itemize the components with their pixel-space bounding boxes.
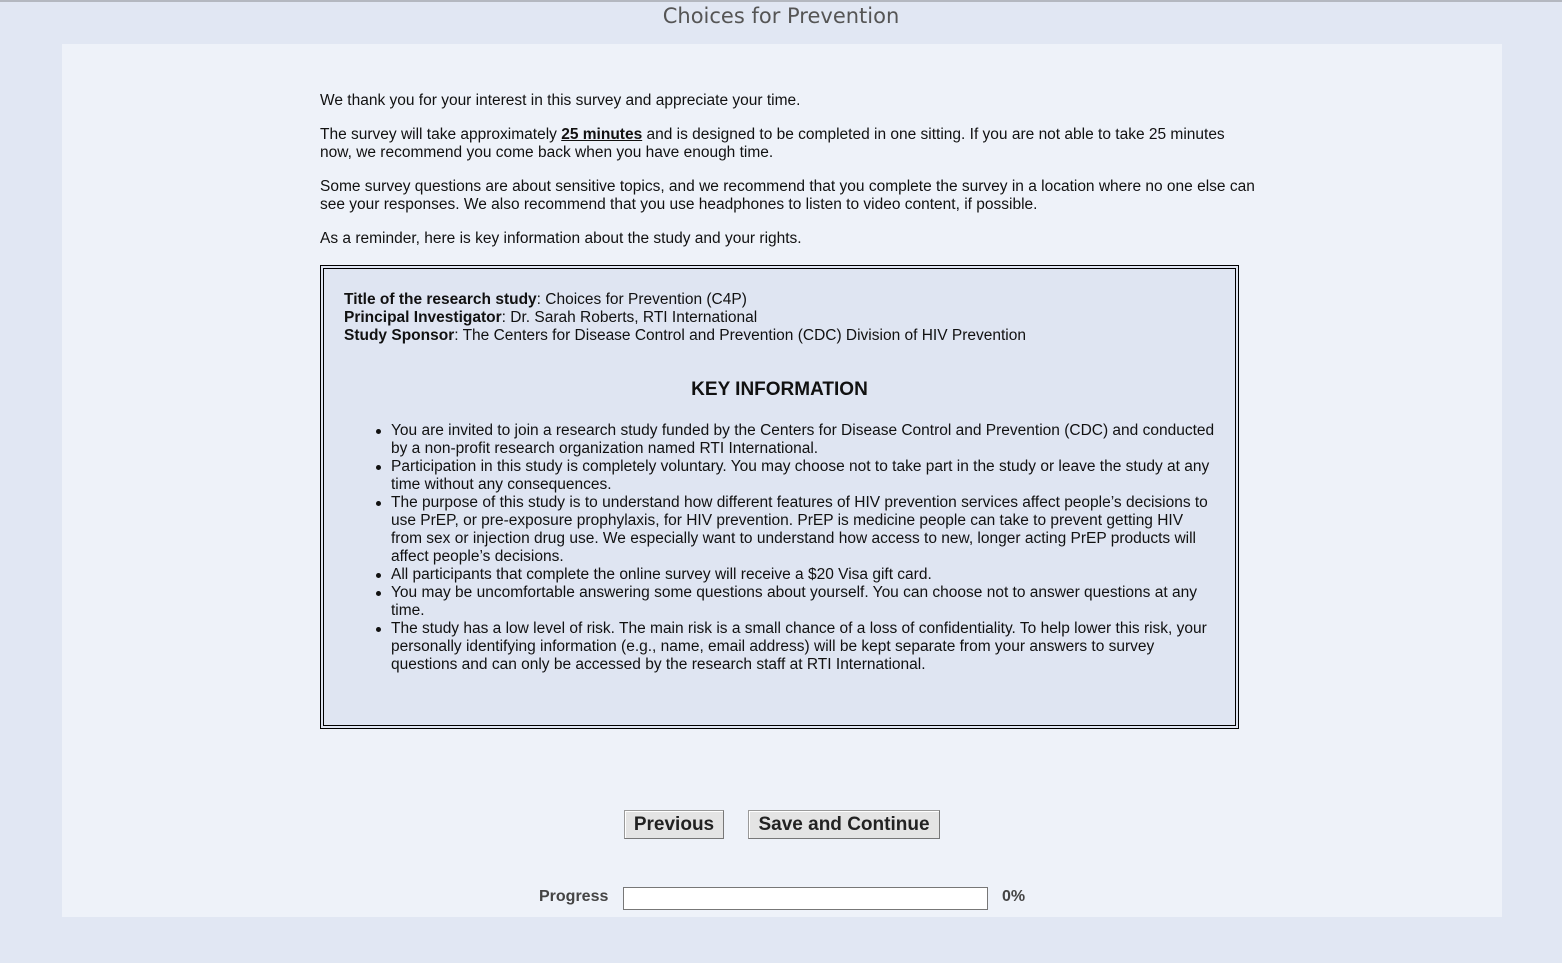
list-item: All participants that complete the online survey will receive a $20 Visa gift card. xyxy=(391,566,1217,584)
progress-percent: 0% xyxy=(1002,888,1026,905)
duration-emphasis: 25 minutes xyxy=(561,126,643,143)
duration-text-before: The survey will take approximately xyxy=(320,126,562,143)
intro-paragraph-duration xyxy=(320,126,1260,162)
progress-label: Progress xyxy=(539,888,609,905)
intro-paragraph-reminder: As a reminder, here is key information about the study and your rights. xyxy=(320,230,802,247)
principal-investigator-line xyxy=(344,309,1026,327)
intro-text xyxy=(320,92,1260,264)
previous-button[interactable]: Previous xyxy=(624,810,724,839)
progress-bar xyxy=(623,887,988,910)
duration-text-after: and is designed to be completed in one sitting. If you are not able to take 25 minutes now, we recommend you come back when you have enough time. xyxy=(320,126,1225,161)
intro-paragraph-sensitive: Some survey questions are about sensitive topics, and we recommend that you complete the survey in a location where no one else can see your responses. We also recommend that you use headphones to listen to video content, if possible. xyxy=(320,178,1255,213)
study-title-line xyxy=(344,291,1026,309)
study-sponsor-label: Study Sponsor xyxy=(344,327,455,344)
key-information-box xyxy=(320,265,1239,729)
list-item: The purpose of this study is to understand how different features of HIV prevention services affect people’s decisions to use PrEP, or pre-exposure prophylaxis, for HIV prevention. PrEP is medicine people can take to prevent getting HIV from sex or injection drug use. We especially want to understand how access to new, longer acting PrEP products will affect people’s decisions. xyxy=(391,494,1217,566)
survey-panel xyxy=(62,44,1502,917)
list-item: You may be uncomfortable answering some questions about yourself. You can choose not to answer questions at any time. xyxy=(391,584,1217,620)
save-and-continue-button[interactable]: Save and Continue xyxy=(748,810,940,839)
list-item: Participation in this study is completely voluntary. You may choose not to take part in the study or leave the study at any time without any consequences. xyxy=(391,458,1217,494)
study-sponsor-line xyxy=(344,327,1026,345)
study-title-label: Title of the research study xyxy=(344,291,537,308)
key-information-list xyxy=(391,422,1217,674)
list-item: You are invited to join a research study funded by the Centers for Disease Control and Prevention (CDC) and conducted by a non-profit research organization named RTI International. xyxy=(391,422,1217,458)
study-title-value: : Choices for Prevention (C4P) xyxy=(536,291,747,308)
list-item: The study has a low level of risk. The main risk is a small chance of a loss of confidentiality. To help lower this risk, your personally identifying information (e.g., name, email address) will be kept separate from your answers to survey questions and can only be accessed by the research staff at RTI International. xyxy=(391,620,1217,674)
principal-investigator-label: Principal Investigator xyxy=(344,309,502,326)
study-sponsor-value: : The Centers for Disease Control and Prevention (CDC) Division of HIV Prevention xyxy=(454,327,1026,344)
top-border xyxy=(0,0,1562,2)
study-info xyxy=(344,291,1026,345)
page-title: Choices for Prevention xyxy=(662,4,900,28)
principal-investigator-value: : Dr. Sarah Roberts, RTI International xyxy=(501,309,758,326)
key-information-heading: KEY INFORMATION xyxy=(691,379,868,400)
intro-paragraph-thanks: We thank you for your interest in this survey and appreciate your time. xyxy=(320,92,801,109)
